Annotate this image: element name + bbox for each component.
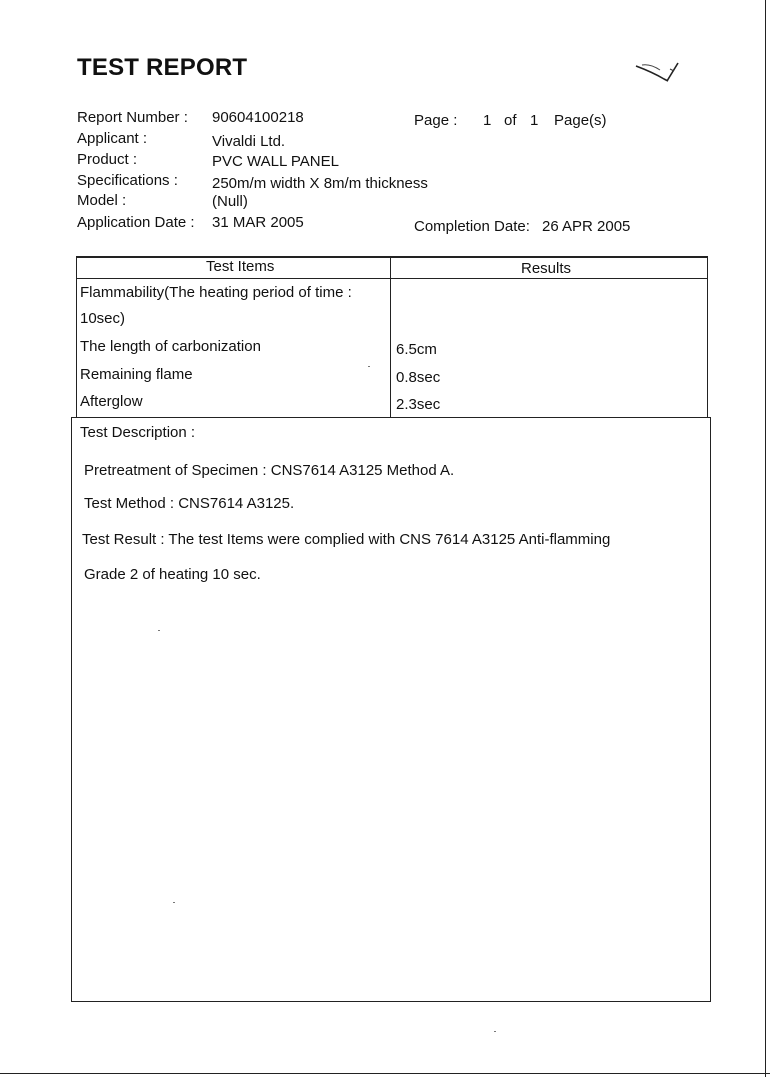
page-edge-right <box>765 0 766 1077</box>
table-row-result: 0.8sec <box>396 369 441 386</box>
scan-speck <box>158 630 160 631</box>
table-row-item: The length of carbonization <box>80 338 261 355</box>
completion-date-label: Completion Date: <box>414 218 530 235</box>
page-of: of <box>504 112 517 129</box>
test-result-line2: Grade 2 of heating 10 sec. <box>84 566 261 583</box>
pretreatment-text: Pretreatment of Specimen : CNS7614 A3125 Method A. <box>84 462 455 479</box>
handwritten-check-mark-icon <box>634 60 682 84</box>
page-current: 1 <box>483 112 492 129</box>
column-divider <box>390 258 391 418</box>
product-label: Product : <box>77 151 138 168</box>
completion-date-value: 26 APR 2005 <box>542 218 631 235</box>
table-row-item: Afterglow <box>80 393 143 410</box>
application-date-label: Application Date : <box>77 214 195 231</box>
applicant-value: Vivaldi Ltd. <box>212 133 286 150</box>
page-label: Page : <box>414 112 458 129</box>
test-description-box <box>71 417 711 1002</box>
applicant-label: Applicant : <box>77 130 148 147</box>
page-total: 1 <box>530 112 539 129</box>
report-number-value: 90604100218 <box>212 109 304 126</box>
scan-speck <box>368 366 370 367</box>
item-flammability-line1: Flammability(The heating period of time : <box>80 284 352 301</box>
header-test-items: Test Items <box>206 258 275 275</box>
report-title: TEST REPORT <box>77 54 248 81</box>
scan-speck <box>494 1031 496 1032</box>
report-number-label: Report Number : <box>77 109 188 126</box>
product-value: PVC WALL PANEL <box>212 153 339 170</box>
table-row-result: 6.5cm <box>396 341 437 358</box>
test-method-text: Test Method : CNS7614 A3125. <box>84 495 295 512</box>
specifications-label: Specifications : <box>77 172 178 189</box>
scan-speck <box>173 902 175 903</box>
table-row-item: Remaining flame <box>80 366 193 383</box>
table-row-result: 2.3sec <box>396 396 441 413</box>
header-divider <box>77 278 707 279</box>
results-table <box>76 256 708 418</box>
page-suffix: Page(s) <box>554 112 607 129</box>
test-result-line1: Test Result : The test Items were complied with CNS 7614 A3125 Anti-flamming <box>82 531 611 548</box>
item-flammability-line2: 10sec) <box>80 310 126 327</box>
model-value: (Null) <box>212 193 248 210</box>
model-label: Model : <box>77 192 127 209</box>
specifications-value: 250m/m width X 8m/m thickness <box>212 175 428 192</box>
application-date-value: 31 MAR 2005 <box>212 214 304 231</box>
page-edge-bottom <box>0 1073 770 1074</box>
description-heading: Test Description : <box>80 424 196 441</box>
header-results: Results <box>521 260 572 277</box>
